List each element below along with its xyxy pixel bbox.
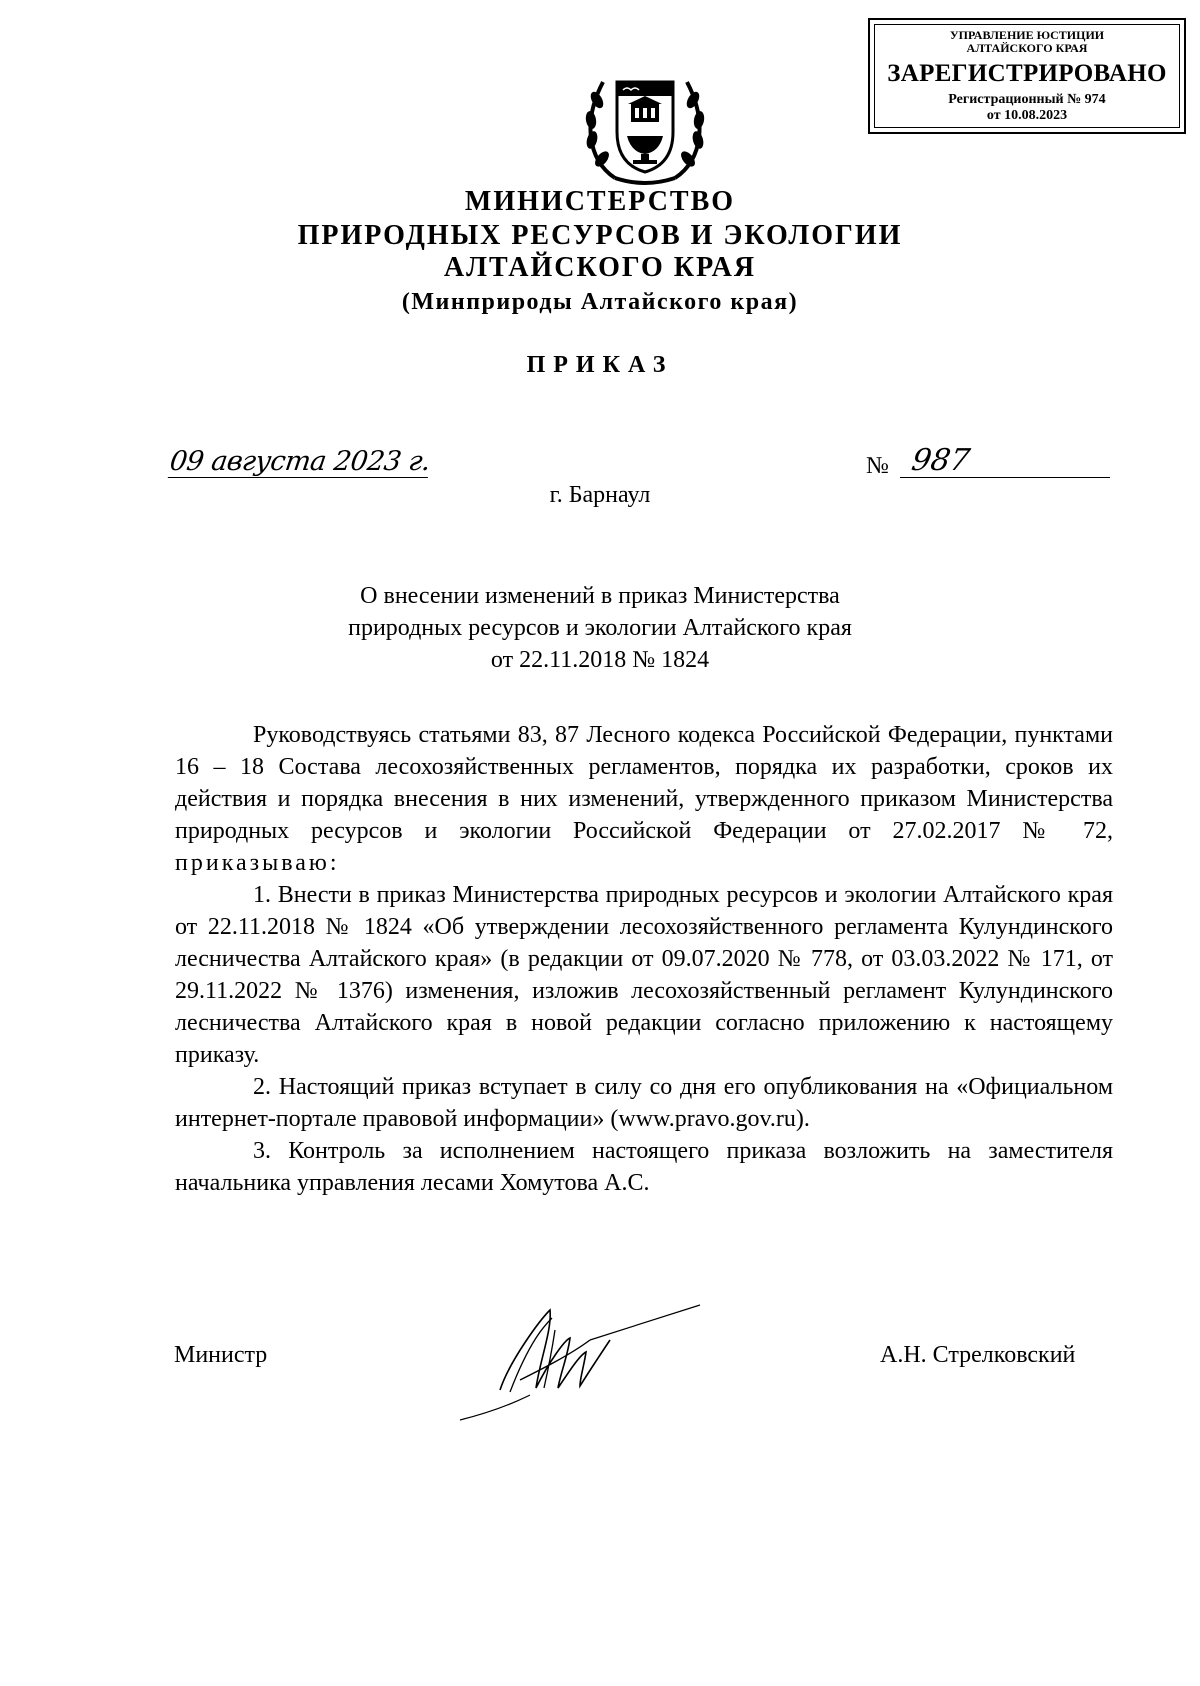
subject-line3: от 22.11.2018 № 1824 [490,647,710,673]
ministry-name-line1: МИНИСТЕРСТВО [464,186,736,217]
order-verb: приказываю: [175,850,340,876]
number-label: № [866,453,889,479]
signatory-name: А.Н. Стрелковский [880,1342,1076,1368]
order-item-2: 2. Настоящий приказ вступает в силу со дня его опубликования на «Официальном интернет-портале правовой информации» (www.pravo.gov.ru). [175,1074,1113,1132]
order-item-3: 3. Контроль за исполнением настоящего приказа возложить на заместителя начальника управления лесами Хомутова А.С. [175,1138,1113,1196]
subject-line1: О внесении изменений в приказ Министерства [360,583,840,609]
city: г. Барнаул [549,482,651,508]
stamp-authority-line2: АЛТАЙСКОГО КРАЯ [966,41,1088,55]
stamp-authority-line1: УПРАВЛЕНИЕ ЮСТИЦИИ [949,28,1105,42]
document-type: ПРИКАЗ [526,352,674,378]
preamble-paragraph [175,719,1113,879]
subject-line2: природных ресурсов и экологии Алтайского края [348,615,852,641]
order-item-1: 1. Внести в приказ Министерства природных ресурсов и экологии Алтайского края от 22.11.2018 № 1824 «Об утверждении лесохозяйственного регламента Кулундинского лесничества Алтайского края» (в редакции от 09.07.2020 № 778, от 03.03.2022 № 171, от 29.11.2022 № 1376) изменения, изложив лесохозяйственный регламент Кулундинского лесничества Алтайского края в новой редакции согласно приложению к настоящему приказу. [175,882,1113,1068]
ministry-short-name: (Минприроды Алтайского края) [401,289,799,315]
coat-of-arms-icon [575,60,715,190]
stamp-reg-number: Регистрационный № 974 [948,92,1106,107]
registration-stamp [868,18,1186,134]
stamp-reg-date: от 10.08.2023 [986,108,1068,123]
signatory-title: Министр [174,1342,268,1368]
handwritten-number: 987 [908,443,973,478]
ministry-name-line3: АЛТАЙСКОГО КРАЯ [443,252,757,283]
order-body [175,719,1113,1199]
preamble-text: Руководствуясь статьями 83, 87 Лесного кодекса Российской Федерации, пунктами 16 – 18 Состава лесохозяйственных регламентов, порядка их разработки, сроков их действия и порядка внесения в них изменений, утвержденного приказом Министерства природных ресурсов и экологии Российской Федерации от 27.02.2017 № 72, [175,722,1113,844]
order-subject [200,580,1000,676]
handwritten-signature [440,1300,740,1430]
stamp-status: ЗАРЕГИСТРИРОВАНО [887,60,1167,87]
stamp-inner-border [874,24,1180,128]
ministry-name-line2: ПРИРОДНЫХ РЕСУРСОВ И ЭКОЛОГИИ [297,220,903,251]
handwritten-date: 09 августа 2023 г. [167,446,433,477]
